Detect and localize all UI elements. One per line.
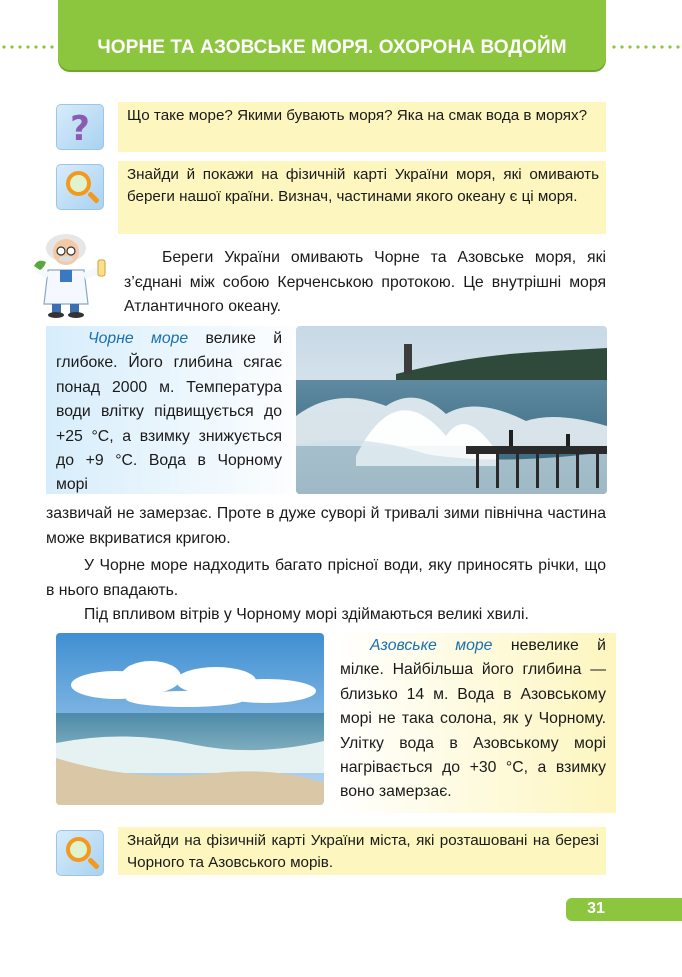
magnifier-icon [56, 830, 104, 876]
azov-sea-text: невелике й мілке. Найбільша його глибина — близько 14 м. Вода в Азовському морі не така солона, як у Чорному. Улітку вода в Азовському морі нагрівається до +30 °С, а взимку воно замерзає. [340, 637, 606, 801]
black-sea-term: Чорне море [88, 330, 189, 347]
task-cities-box [118, 827, 606, 875]
task-map-text: Знайди й покажи на фізичній карті України моря, які омивають береги нашої країни. Визнач, частинами якого океану є ці моря. [127, 166, 599, 205]
header-dots-right [610, 45, 682, 49]
black-sea-description [56, 327, 282, 498]
question-icon: ? [56, 104, 104, 150]
task-question-text: Що таке море? Якими бувають моря? Яка на смак вода в морях? [127, 107, 588, 124]
page-number: 31 [587, 900, 605, 917]
scientist-illustration [30, 226, 112, 318]
black-sea-photo [296, 326, 607, 494]
azov-sea-term: Азовське море [370, 637, 493, 654]
magnifier-icon [56, 164, 104, 210]
azov-sea-description [340, 634, 606, 805]
page-title: ЧОРНЕ ТА АЗОВСЬКЕ МОРЯ. ОХОРОНА ВОДОЙМ [97, 37, 567, 58]
page-number-tab [566, 898, 682, 921]
fresh-water-paragraph: У Чорне море надходить багато прісної води, яку приносять річки, що в нього впадають. [46, 557, 606, 599]
header-dots-left [0, 45, 58, 49]
waves-paragraph: Під впливом вітрів у Чорному морі здіймаються великі хвилі. [84, 606, 529, 623]
task-question-box [118, 102, 606, 152]
black-sea-continuation: зазвичай не замерзає. Проте в дуже суворі й тривалі зими північна частина може вкриватися кригою. [46, 505, 606, 547]
intro-paragraph: Береги України омивають Чорне та Азовське моря, які з’єднані між собою Керченською протокою. Це внутрішні моря Атлантичного океану. [124, 249, 606, 315]
black-sea-text: велике й глибоке. Його глибина сягає понад 2000 м. Температура води влітку підвищується до +25 °С, а взимку знижується до +9 °С. Вода в Чорному морі [56, 330, 283, 494]
azov-sea-photo [56, 633, 324, 805]
chapter-header [58, 0, 606, 70]
task-map-box [118, 161, 606, 234]
task-cities-text: Знайди на фізичній карті України міста, які розташовані на березі Чорного та Азовського морів. [127, 832, 599, 871]
